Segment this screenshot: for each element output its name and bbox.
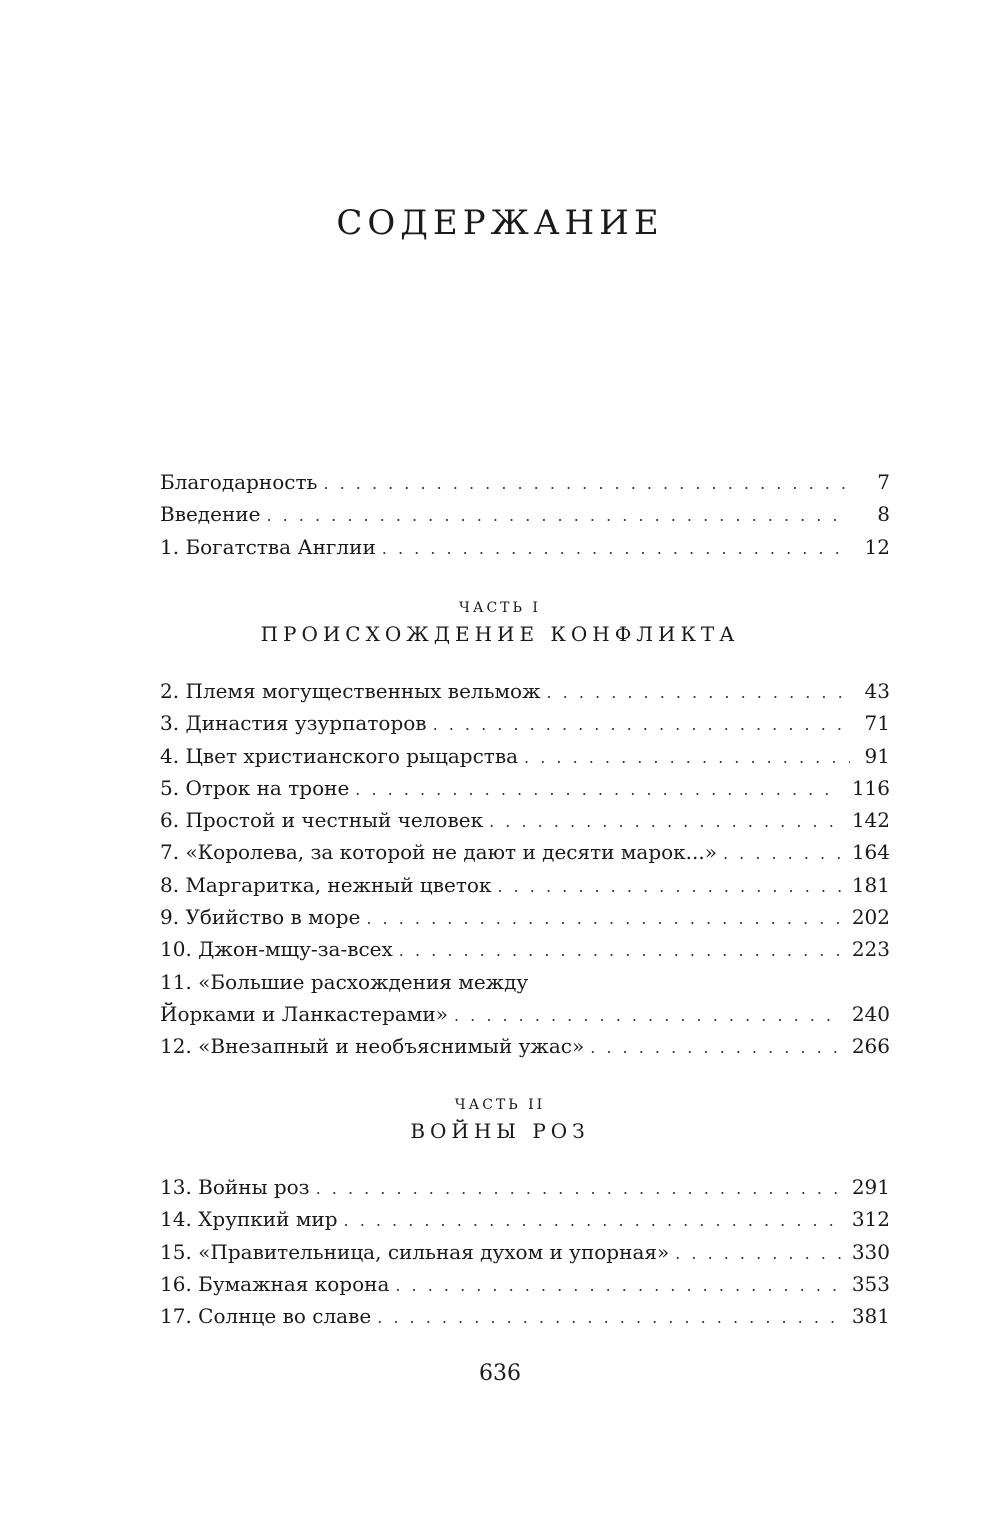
toc-entry-title: 4. Цвет христианского рыцарства	[160, 743, 519, 768]
toc-entry-page: 223	[851, 937, 890, 962]
toc-entry[interactable]	[160, 933, 890, 965]
toc-entry-title: 6. Простой и честный человек	[160, 808, 484, 833]
toc-entry-page: 12	[864, 534, 890, 559]
toc-entry-title: 13. Войны роз	[160, 1175, 310, 1199]
toc-entry-page: 164	[851, 840, 890, 865]
toc-entry[interactable]	[160, 1268, 890, 1300]
toc-entry-page: 381	[851, 1304, 890, 1329]
toc-entry[interactable]	[160, 836, 890, 868]
toc-entry[interactable]	[160, 901, 890, 933]
toc-part-1-section	[160, 675, 890, 1063]
toc-entry[interactable]	[160, 1030, 890, 1062]
dot-leader	[524, 742, 850, 774]
toc-entry-page: 240	[851, 1001, 890, 1026]
dot-leader	[366, 903, 841, 935]
toc-entry[interactable]	[160, 869, 890, 901]
dot-leader	[395, 1270, 841, 1302]
toc-part-2-section	[160, 1171, 890, 1332]
dot-leader	[723, 838, 842, 870]
dot-leader	[266, 500, 850, 532]
toc-entry-page: 142	[851, 808, 890, 833]
toc-entry-title: 2. Племя могущественных вельмож	[160, 679, 541, 703]
dot-leader	[382, 533, 850, 565]
toc-entry-multiline[interactable]	[160, 966, 890, 1031]
toc-entry-page: 8	[877, 502, 890, 527]
toc-entry-title: 15. «Правительница, сильная духом и упорная»	[160, 1239, 670, 1264]
toc-entry-page: 202	[851, 905, 890, 930]
toc-entry-page: 312	[851, 1207, 890, 1232]
toc-entry-title-line1: 11. «Большие расхождения между	[160, 969, 529, 994]
toc-entry-title: Йорками и Ланкастерами»	[160, 1001, 448, 1026]
toc-entry-title: 12. «Внезапный и необъяснимый ужас»	[160, 1034, 585, 1059]
toc-entry-page: 330	[851, 1239, 890, 1264]
dot-leader	[675, 1238, 842, 1270]
toc-entry-page: 116	[851, 775, 890, 800]
toc-entry-page: 43	[864, 679, 890, 703]
toc-entry[interactable]	[160, 1203, 890, 1235]
part-2-title: ВОЙНЫ РОЗ	[410, 1119, 590, 1143]
dot-leader	[590, 1032, 842, 1064]
dot-leader	[489, 806, 842, 838]
toc-entry-title: 3. Династия узурпаторов	[160, 711, 427, 736]
dot-leader	[316, 1173, 842, 1205]
toc-entry-title: 7. «Королева, за которой не дают и десяти марок...»	[160, 840, 717, 865]
toc-entry[interactable]	[160, 531, 890, 563]
toc-entry-page: 7	[877, 470, 890, 494]
part-2-header	[0, 1094, 1000, 1146]
toc-entry-title: Введение	[160, 502, 261, 527]
toc-entry[interactable]	[160, 498, 890, 530]
part-2-label: ЧАСТЬ II	[454, 1097, 546, 1113]
toc-entry-page: 71	[864, 711, 890, 736]
toc-entry-title: 8. Маргаритка, нежный цветок	[160, 872, 492, 897]
toc-entry[interactable]	[160, 740, 890, 772]
toc-entry[interactable]	[160, 675, 890, 707]
toc-entry-title: 9. Убийство в море	[160, 905, 361, 930]
toc-entry[interactable]	[160, 772, 890, 804]
toc-entry-page: 91	[864, 743, 890, 768]
dot-leader	[377, 1302, 842, 1334]
dot-leader	[547, 677, 851, 709]
dot-leader	[433, 709, 850, 741]
toc-entry-page: 266	[851, 1034, 890, 1059]
toc-entry-title: 17. Солнце во славе	[160, 1304, 372, 1329]
part-1-header	[0, 597, 1000, 649]
toc-entry-title: 10. Джон-мщу-за-всех	[160, 937, 393, 962]
page-number: 636	[479, 1361, 521, 1386]
toc-entry-page: 291	[851, 1175, 890, 1199]
dot-leader	[344, 1205, 842, 1237]
toc-intro-section	[160, 466, 890, 563]
toc-entry[interactable]	[160, 466, 890, 498]
toc-entry-title: Благодарность	[160, 470, 318, 494]
toc-entry-second-line	[160, 998, 890, 1030]
toc-entry[interactable]	[160, 1236, 890, 1268]
toc-entry[interactable]	[160, 1171, 890, 1203]
dot-leader	[454, 1000, 842, 1032]
toc-entry[interactable]	[160, 1300, 890, 1332]
part-1-label: ЧАСТЬ I	[459, 600, 541, 616]
dot-leader	[399, 935, 842, 967]
toc-entry-title: 14. Хрупкий мир	[160, 1207, 338, 1232]
toc-entry-page: 353	[851, 1271, 890, 1296]
page-title: СОДЕРЖАНИЕ	[336, 202, 664, 243]
toc-entry-page: 181	[851, 872, 890, 897]
toc-entry-title: 1. Богатства Англии	[160, 534, 376, 559]
dot-leader	[497, 871, 841, 903]
part-1-title: ПРОИСХОЖДЕНИЕ КОНФЛИКТА	[260, 622, 740, 646]
toc-entry-title: 16. Бумажная корона	[160, 1271, 390, 1296]
dot-leader	[323, 468, 850, 500]
toc-entry[interactable]	[160, 804, 890, 836]
toc-entry-title: 5. Отрок на троне	[160, 775, 350, 800]
toc-entry[interactable]	[160, 707, 890, 739]
dot-leader	[355, 774, 842, 806]
toc-entry-first-line	[160, 966, 890, 998]
